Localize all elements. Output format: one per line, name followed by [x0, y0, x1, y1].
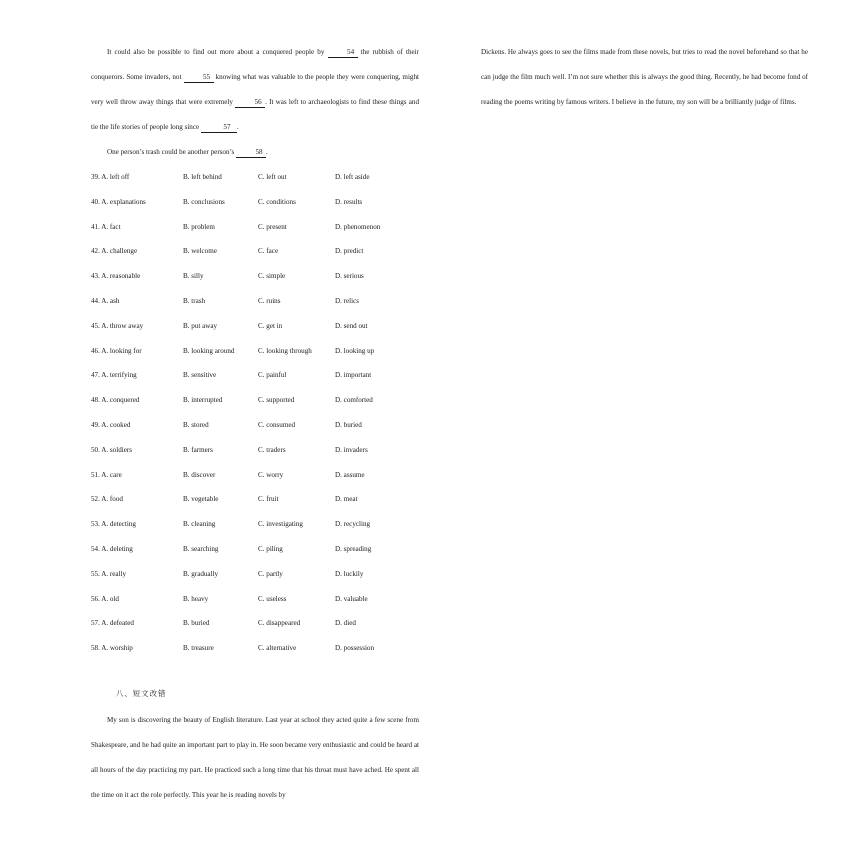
passage-text: .: [236, 123, 239, 131]
blank-56: 56: [235, 98, 265, 108]
option-b: B. heavy: [183, 594, 209, 603]
option-c: C. present: [258, 222, 287, 231]
option-b: B. stored: [183, 420, 209, 429]
option-c: C. piling: [258, 544, 283, 553]
option-a: 52. A. food: [91, 495, 123, 504]
option-b: B. conclusions: [183, 197, 225, 206]
essay-paragraph-right: Dickens. He always goes to see the films made from these novels, but tries to read the novel beforehand so that he can judge the film much well. I’m not sure whether this is always the good thing. Recently, he had become fond of reading the poems writing by famous writers. I believe in the future, my son will be a brilliantly judge of films.: [481, 48, 808, 106]
option-d: D. possession: [335, 644, 375, 653]
option-a: 41. A. fact: [91, 222, 121, 231]
option-d: D. buried: [335, 420, 362, 429]
option-b: B. left behind: [183, 173, 222, 181]
option-b: B. problem: [183, 222, 215, 231]
option-a: 39. A. left off: [91, 173, 130, 181]
passage-text: knowing what was valuable to the people they were conquering, might very well throw away things that were extremely: [91, 73, 419, 106]
option-d: D. left aside: [335, 173, 370, 181]
option-a: 56. A. old: [91, 594, 119, 603]
option-row-44: [91, 289, 419, 314]
option-d: D. comforted: [335, 396, 373, 405]
option-b: B. discover: [183, 470, 216, 479]
passage-text: . It was left to archaeologists to find these things and tie the life stories of people long since: [91, 98, 419, 131]
option-c: C. traders: [258, 445, 286, 454]
option-a: 47. A. terrifying: [91, 371, 137, 380]
option-d: D. looking up: [335, 346, 375, 355]
option-c: C. get in: [258, 321, 283, 330]
option-a: 54. A. deleting: [91, 544, 133, 553]
option-d: D. invaders: [335, 445, 368, 454]
section-title: 八、短文改错: [116, 689, 167, 698]
option-a: 53. A. detecting: [91, 520, 136, 529]
option-row-57: [91, 611, 419, 636]
option-d: D. spreading: [335, 544, 372, 553]
option-d: D. predict: [335, 247, 364, 256]
option-d: D. recycling: [335, 520, 371, 529]
option-row-40: [91, 190, 419, 215]
option-a: 42. A. challenge: [91, 247, 138, 256]
option-row-46: [91, 339, 419, 364]
option-c: C. alternative: [258, 644, 297, 653]
option-a: 50. A. soldiers: [91, 445, 132, 454]
option-row-55: [91, 562, 419, 587]
passage-paragraph-1: [91, 40, 419, 140]
option-b: B. silly: [183, 272, 204, 281]
option-c: C. partly: [258, 569, 283, 578]
option-b: B. gradually: [183, 569, 219, 578]
option-c: C. painful: [258, 371, 287, 380]
option-c: C. face: [258, 247, 279, 256]
option-row-52: [91, 487, 419, 512]
option-d: D. phenomenon: [335, 222, 381, 231]
essay-left: [91, 708, 419, 808]
blank-54: 54: [328, 48, 358, 58]
option-b: B. farmers: [183, 445, 213, 454]
passage-text: the rubbish of their conquerors. Some invaders, not: [91, 48, 420, 81]
blank-58: 58: [236, 148, 266, 158]
option-a: 51. A. care: [91, 470, 122, 479]
passage-text: One person’s trash could be another person’s: [107, 148, 237, 156]
option-d: D. results: [335, 197, 363, 206]
option-d: D. important: [335, 371, 372, 380]
option-row-56: [91, 587, 419, 612]
option-row-48: [91, 388, 419, 413]
option-c: C. left out: [258, 173, 287, 181]
option-c: C. investigating: [258, 520, 303, 529]
option-d: D. luckily: [335, 569, 364, 578]
option-row-42: [91, 239, 419, 264]
option-b: B. sensitive: [183, 371, 217, 380]
option-b: B. buried: [183, 619, 210, 628]
option-a: 48. A. conquered: [91, 396, 140, 405]
options-list: [91, 165, 419, 661]
passage-text: It could also be possible to find out more about a conquered people by: [107, 48, 328, 56]
option-a: 49. A. cooked: [91, 420, 131, 429]
essay-paragraph-left: My son is discovering the beauty of English literature. Last year at school they acted quite a few scene from Shakespeare, and he had quite an important part to play in. He soon became very enthusiastic and could be heard at all hours of the day practicing my part. He practiced such a long time that his throat must have ached. He spent all the time on it act the role perfectly. This year he is reading novels by: [91, 716, 419, 799]
option-d: D. meat: [335, 495, 358, 504]
option-row-54: [91, 537, 419, 562]
option-b: B. looking around: [183, 346, 235, 355]
option-c: C. disappeared: [258, 619, 301, 628]
option-row-53: [91, 512, 419, 537]
option-a: 46. A. looking for: [91, 346, 142, 355]
option-c: C. conditions: [258, 197, 296, 206]
left-column: [91, 40, 419, 661]
option-d: D. relics: [335, 296, 360, 305]
option-a: 43. A. reasonable: [91, 272, 141, 281]
option-a: 57. A. defeated: [91, 619, 134, 628]
option-a: 44. A. ash: [91, 296, 120, 305]
option-row-39: [91, 165, 419, 190]
option-row-51: [91, 463, 419, 488]
option-row-45: [91, 314, 419, 339]
option-d: D. valuable: [335, 594, 368, 603]
option-a: 55. A. really: [91, 569, 127, 578]
option-row-47: [91, 363, 419, 388]
option-b: B. welcome: [183, 247, 217, 256]
passage-text: .: [266, 148, 268, 156]
option-d: D. died: [335, 619, 356, 628]
option-b: B. treasure: [183, 644, 214, 653]
option-b: B. vegetable: [183, 495, 219, 504]
option-c: C. useless: [258, 594, 287, 603]
blank-57: 57: [201, 123, 237, 133]
option-row-41: [91, 215, 419, 240]
option-b: B. cleaning: [183, 520, 216, 529]
blank-55: 55: [184, 73, 214, 83]
option-d: D. serious: [335, 272, 364, 281]
option-c: C. fruit: [258, 495, 279, 504]
option-b: B. interrupted: [183, 396, 223, 405]
option-a: 58. A. worship: [91, 644, 133, 653]
option-c: C. supported: [258, 396, 295, 405]
option-c: C. looking through: [258, 346, 312, 355]
option-d: D. send out: [335, 321, 368, 330]
option-row-49: [91, 413, 419, 438]
option-c: C. consumed: [258, 420, 296, 429]
right-column: [481, 40, 808, 115]
option-c: C. worry: [258, 470, 284, 479]
option-c: C. ruins: [258, 296, 281, 305]
option-row-43: [91, 264, 419, 289]
option-d: D. assume: [335, 470, 365, 479]
option-c: C. simple: [258, 272, 286, 281]
option-row-50: [91, 438, 419, 463]
option-b: B. trash: [183, 296, 206, 305]
option-a: 40. A. explanations: [91, 197, 146, 206]
option-b: B. searching: [183, 544, 219, 553]
option-b: B. put away: [183, 321, 218, 330]
option-row-58: [91, 636, 419, 661]
option-a: 45. A. throw away: [91, 321, 144, 330]
passage-paragraph-2: [91, 140, 419, 165]
